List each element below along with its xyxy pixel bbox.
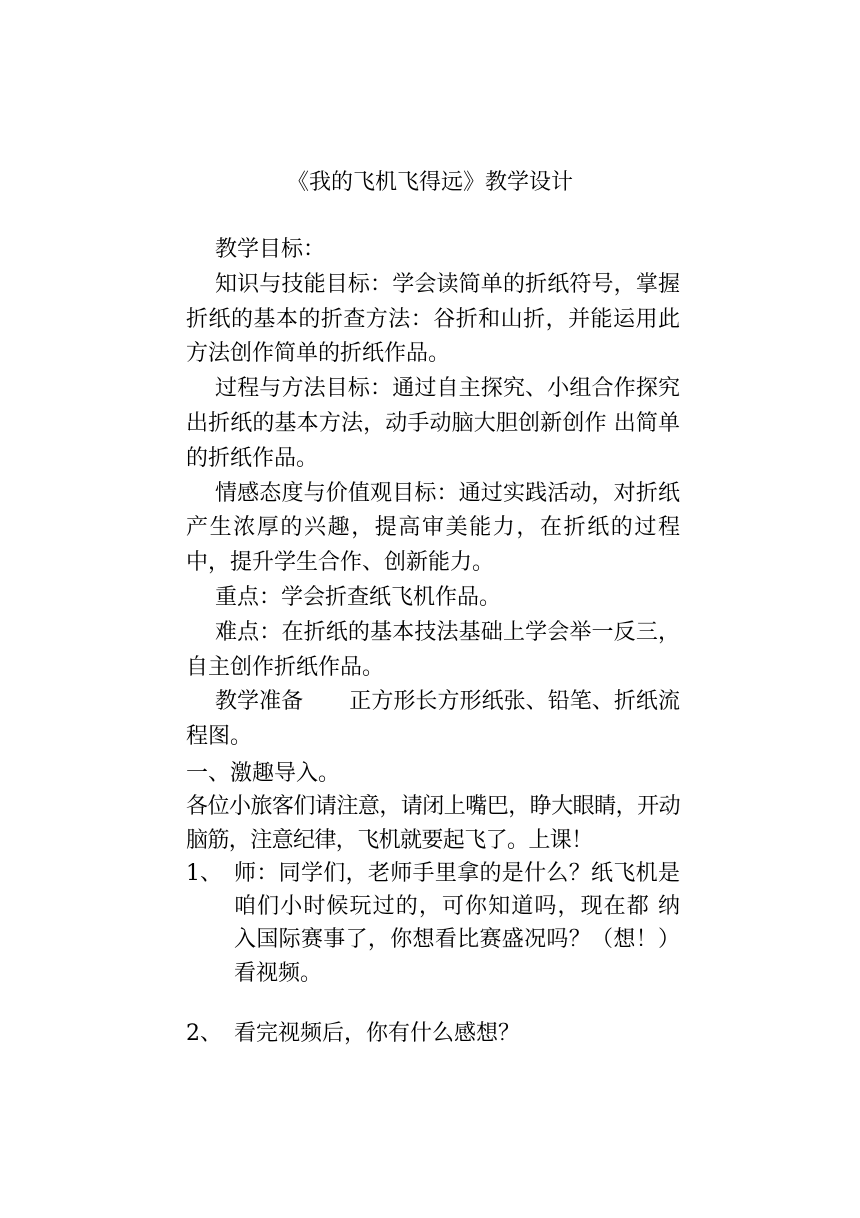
process-goal: 过程与方法目标：通过自主探究、小组合作探究出折纸的基本方法，动手动脑大胆创新创作 出简单的折纸作品。 [186, 376, 680, 471]
step-number: 1、 [186, 860, 222, 886]
section-intro [186, 757, 680, 1050]
preparation [186, 685, 680, 755]
emotion-goal: 情感态度与价值观目标：通过实践活动，对折纸产生浓厚的兴趣，提高审美能力，在折纸的过程中，提升学生合作、创新能力。 [186, 480, 680, 576]
document-title: 《我的飞机飞得远》教学设计 [286, 170, 573, 195]
section-heading: 一、激趣导入。 [186, 761, 341, 786]
step-text: 看完视频后，你有什么感想？ [234, 1021, 521, 1047]
key-point: 重点：学会折查纸飞机作品。 [215, 584, 502, 610]
step-number: 2、 [186, 1021, 222, 1047]
preparation-text: 正方形长方形纸张、铅笔、折纸流程图。 [186, 689, 680, 750]
difficult-point: 难点：在折纸的基本技法基础上学会举一反三，自主创作折纸作品。 [186, 619, 680, 680]
step-text: 师：同学们，老师手里拿的是什么？纸飞机是咱们小时候玩过的，可你知道吗，现在都 纳入国际赛事了，你想看比赛盛况吗？（想！）看视频。 [234, 860, 680, 986]
objectives-heading: 教学目标： [215, 237, 326, 262]
section-intro-text: 各位小旅客们请注意，请闭上嘴巴，睁大眼睛，开动脑筋，注意纪律，飞机就要起飞了。上课！ [186, 794, 680, 853]
step-item-2 [186, 1017, 680, 1050]
knowledge-goal: 知识与技能目标：学会读简单的折纸符号，掌握折纸的基本的折查方法：谷折和山折，并能运用此方法创作简单的折纸作品。 [186, 271, 680, 367]
objectives-block [186, 233, 680, 755]
step-item-1 [186, 857, 680, 990]
preparation-label: 教学准备 [215, 689, 304, 715]
